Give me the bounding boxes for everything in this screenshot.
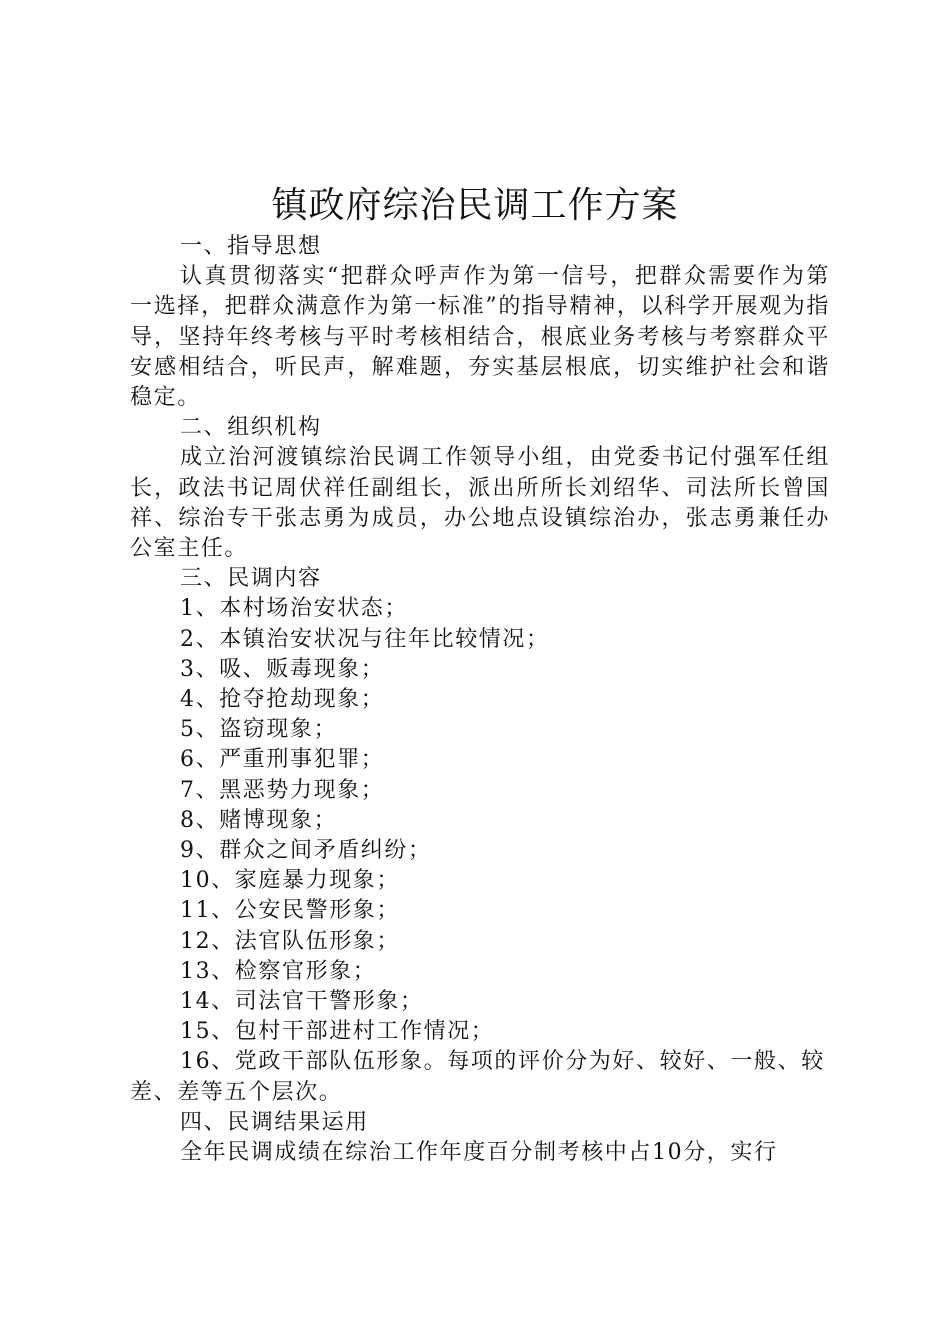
document-body — [130, 232, 830, 1168]
section-paragraph-guiding-ideology: 认真贯彻落实“把群众呼声作为第一信号，把群众需要作为第一选择，把群众满意作为第一标准”的指导精神，以科学开展观为指导，坚持年终考核与平时考核相结合，根底业务考核与考察群众平安感相结合，听民声，解难题，夯实基层根底，切实维护社会和谐稳定。 — [130, 264, 830, 411]
list-item: 9、群众之间矛盾纠纷； — [180, 838, 432, 864]
list-item: 11、公安民警形象； — [180, 898, 400, 924]
document-title: 镇政府综治民调工作方案 — [271, 185, 679, 226]
list-item: 1、本村场治安状态； — [180, 596, 408, 622]
list-item: 14、司法官干警形象； — [180, 989, 424, 1015]
list-item: 16、党政干部队伍形象。每项的评价分为好、较好、一般、较差、差等五个层次。 — [130, 1049, 825, 1105]
section-paragraph-organization: 成立治河渡镇综治民调工作领导小组，由党委书记付强军任组长，政法书记周伏祥任副组长，派出所所长刘绍华、司法所长曾国祥、综治专干张志勇为成员，办公地点设镇综治办，张志勇兼任办公室主任。 — [130, 445, 830, 562]
list-item: 13、检察官形象； — [180, 958, 377, 984]
section-heading-guiding-ideology: 一、指导思想 — [180, 234, 322, 259]
list-item: 10、家庭暴力现象； — [180, 868, 400, 894]
list-item: 2、本镇治安状况与往年比较情况； — [180, 626, 550, 652]
section-heading-result-usage: 四、民调结果运用 — [180, 1109, 369, 1135]
list-item: 15、包村干部进村工作情况； — [180, 1019, 495, 1045]
list-item: 8、赌博现象； — [180, 807, 338, 833]
survey-content-list — [130, 594, 830, 1107]
list-item: 12、法官队伍形象； — [180, 928, 400, 954]
list-item: 6、严重刑事犯罪； — [180, 747, 385, 773]
list-item: 5、盗窃现象； — [180, 717, 338, 743]
section-heading-survey-content: 三、民调内容 — [180, 566, 322, 592]
list-item: 4、抢夺抢劫现象； — [180, 687, 385, 713]
section-paragraph-result-usage: 全年民调成绩在综治工作年度百分制考核中占10分，实行 — [180, 1140, 778, 1166]
list-item: 7、黑恶势力现象； — [180, 777, 385, 803]
section-heading-organization: 二、组织机构 — [180, 415, 322, 441]
list-item: 3、吸、贩毒现象； — [180, 656, 385, 682]
